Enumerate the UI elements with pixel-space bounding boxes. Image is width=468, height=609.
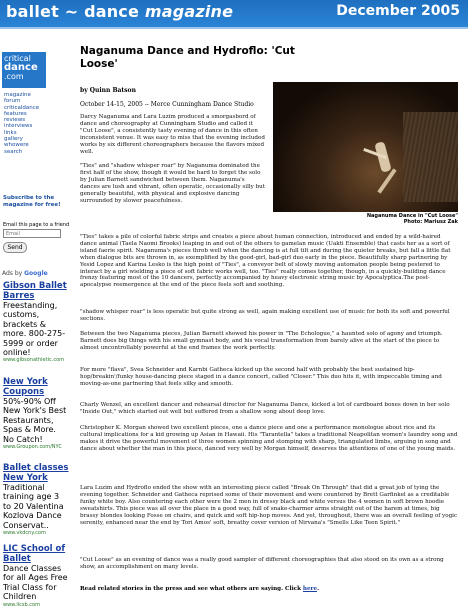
send-button[interactable]: Send [3,242,27,253]
logo-line-2: dance [4,62,38,73]
ad-item [3,378,69,451]
photo-caption [350,213,458,225]
photo-caption-title: Naganuma Dance in "Cut Loose" [366,213,458,219]
logo-line-3: .com [4,72,24,81]
nav-link-gallery[interactable]: gallery [4,136,23,143]
photo-backdrop [403,112,458,202]
ad-item [3,464,69,537]
magazine-title[interactable] [6,2,233,21]
magazine-title-suffix: magazine [144,2,234,21]
article-dateline: October 14-15, 2005 -- Merce Cunningham Dance Studio [80,101,254,108]
ad-title[interactable]: LIC School of Ballet [3,544,66,564]
sidebar [0,30,70,608]
article-paragraph: Lara Luzim and Hydroflo ended the show with an interesting piece called "Break On Through" that did a great job of tying the evening together. Schneider and Gatheca reprised some of their movement and were countered by Brett Garfinkel as a creditable funky white boy. Also countering each other were the 2 men in dressy black and white versus the 4 women in soft brown hoodie sweatshirts. This piece was all over the place in a good way, full of snake-charmer arms straight out of the harem at times, big brassy blondes looking Fosse on chairs, and quick and soft hip-hop moves. And yet, throughout, there was an overall feeling of yogic serenity, enhanced near the end by Tori Amos' soft, breathy cover version of Nirvana's "Smells Like Teen Spirit." [80,485,458,526]
subscribe-link[interactable]: Subscribe to the magazine for free! [3,195,61,208]
email-field[interactable] [3,229,61,238]
ad-title[interactable]: New York Coupons [3,377,48,397]
ad-body: Dance Classes for all Ages Free Trial Class for Children [3,564,68,602]
ad-body: 50%-90% Off New York's Best Restaurants, Spas & More. No Catch! [3,397,67,444]
ad-title[interactable]: Gibson Ballet Barres [3,281,67,301]
article-paragraph: "Ties" takes a pile of colorful fabric strips and creates a piece about human connection, introduced and ended by a wild-haired dance animal (Taela Naomi Brooks) leaping in and out of the others to gamelan music (Uakti Ensemble) that casts her as a sort of island faerie spirit. Naganuma's pieces throb well when the dancing is at full tilt and during the quieter breaks, but fall a little flat when dialogue bits are thrown in, as exemplified by the good-girl, bad-girl duo early in the piece. Beautifully sharp partnering by Yesid Lopez and Karina Lesko is the high point of "Ties", a conveyor belt of slowly moving automaton people being pestered to interact by a girl wielding a piece of soft fabric works well, too. "Ties" really comes together, though, in a quickly-building dance frenzy featuring most of the 10 dancers, perfectly accompanied by heavy electronic string music by Apocalyptica.The post-apocalypse reemergence at the end of the piece feels soft and soothing. [80,234,451,289]
article-paragraph: Charly Wenzel, an excellent dancer and rehearsal director for Naganuma Dance, kicked a lot of cardboard boxes down in her solo "Inside Out," which started out well but suffered from a shallow song about deep love. [80,402,450,415]
ads-brand: Google [24,270,48,277]
criticaldance-logo[interactable] [2,52,46,88]
article-byline: by Quinn Batson [80,87,136,94]
article-paragraph: Christopher K. Morgan showed two excellent pieces, one a dance piece and one a performance monologue about rice and its cultural implications for a kid growing up Asian in Hawaii. His "Tarantella" takes a traditional Neapolitan women's laundry song and makes it drive the powerful movement of three women spinning and stomping with sharp, triangulated limbs, arguing in song and dance about whether the man in this piece, danced very well by Morgan himself, deserves the attentions of one of the young maids. [80,425,458,452]
nav-link-interviews[interactable]: interviews [4,123,33,130]
ad-item [3,545,69,609]
article-paragraph: "shadow whisper roar" is less operatic but quite strong as well, again making excellent use of music for both its soft and powerful sections. [80,309,450,322]
performance-photo [273,82,458,212]
related-stories-line [80,586,319,592]
dancer-leg [377,168,396,193]
ad-url[interactable]: www.licsb.com [3,601,40,608]
article-paragraph: For more "flava", Svea Schneider and Karnbi Gatheca kicked up the second half with probably the best sustained hip-hop/breakin'/funky house-dancing piece staged in a dance concert, called "Closer." This duo hits it, with impeccable timing and moving-as-one partnering that feels silky and smooth. [80,367,442,387]
nav-link-links[interactable]: links [4,129,17,136]
article-paragraph: "Ties" and "shadow whisper roar" by Naganuma dominated the first half of the show, though it would be hard to forget the solo by Julian Barnett sandwiched between them. Naganuma's dances are lush and vibrant, often operatic, occasionally silly but generally beautiful, with physical and explosive dancing surrounded by slower peacefulness. [80,163,266,204]
email-friend-label: Email this page to a friend [3,222,70,228]
ads-prefix: Ads by [2,270,25,277]
article-paragraph: "Cut Loose" as an evening of dance was a really good sampler of different choreographies that also stood on its own as a strong show, an accomplishment on many levels. [80,557,444,570]
magazine-title-main: ballet ~ dance [6,2,140,21]
ad-title[interactable]: Ballet classes New York [3,463,69,483]
magazine-header [0,0,468,27]
logo-line-1: critical [4,54,31,63]
ad-item [3,282,69,364]
sidebar-nav [4,92,39,155]
nav-link-reviews[interactable]: reviews [4,117,26,124]
ad-url[interactable]: www.gibsonathletic.com [3,357,64,364]
related-stories-end: . [317,586,320,592]
ad-body: Traditional training age 3 to 20 Valentina Kozlova Dance Conservat.. [3,483,64,530]
article-title: Naganuma Dance and Hydroflo: 'Cut Loose' [80,45,295,70]
nav-link-whowere[interactable]: whowere [4,142,29,149]
issue-date: December 2005 [336,3,460,19]
nav-link-features[interactable]: features [4,110,27,117]
nav-link-search[interactable]: search [4,148,23,155]
related-stories-link[interactable]: here [302,586,318,592]
ad-body: Freestanding, customs, brackets & more. 800-275-5999 or order online! [3,301,66,358]
ad-url[interactable]: www.vkdcny.com [3,530,46,537]
nav-link-forum[interactable]: forum [4,98,21,105]
nav-link-criticaldance[interactable]: criticaldance [4,104,40,111]
ads-by-google-label[interactable] [2,270,48,277]
nav-link-magazine[interactable]: magazine [4,92,31,98]
related-stories-text: Read related stories in the press and see what others are saying. Click [80,586,303,592]
article-paragraph: Between the two Naganuma pieces, Julian Barnett showed his power in "The Echologue," a haunted solo of agony and triumph. Barnett does big things with his small gymnast body, and his vocal transformation from barely alive at the start of the piece to almost uncontrollably powerful at the end frames the work perfectly. [80,331,443,351]
article-paragraph: Darcy Naganuma and Lara Luzim produced a smorgasbord of dance and choreography at Cunningham Studio and called it "Cut Loose", a consistently tasty evening of dance in this often inconsistent venue. It was easy to miss that the evening included works by six different choreographers because the flavors mixed well. [80,114,265,155]
ad-url[interactable]: www.Groupon.com/NYC [3,444,62,451]
article [80,30,463,600]
header-divider [0,27,468,29]
photo-credit: Photo: Mariusz Zak [403,219,458,225]
